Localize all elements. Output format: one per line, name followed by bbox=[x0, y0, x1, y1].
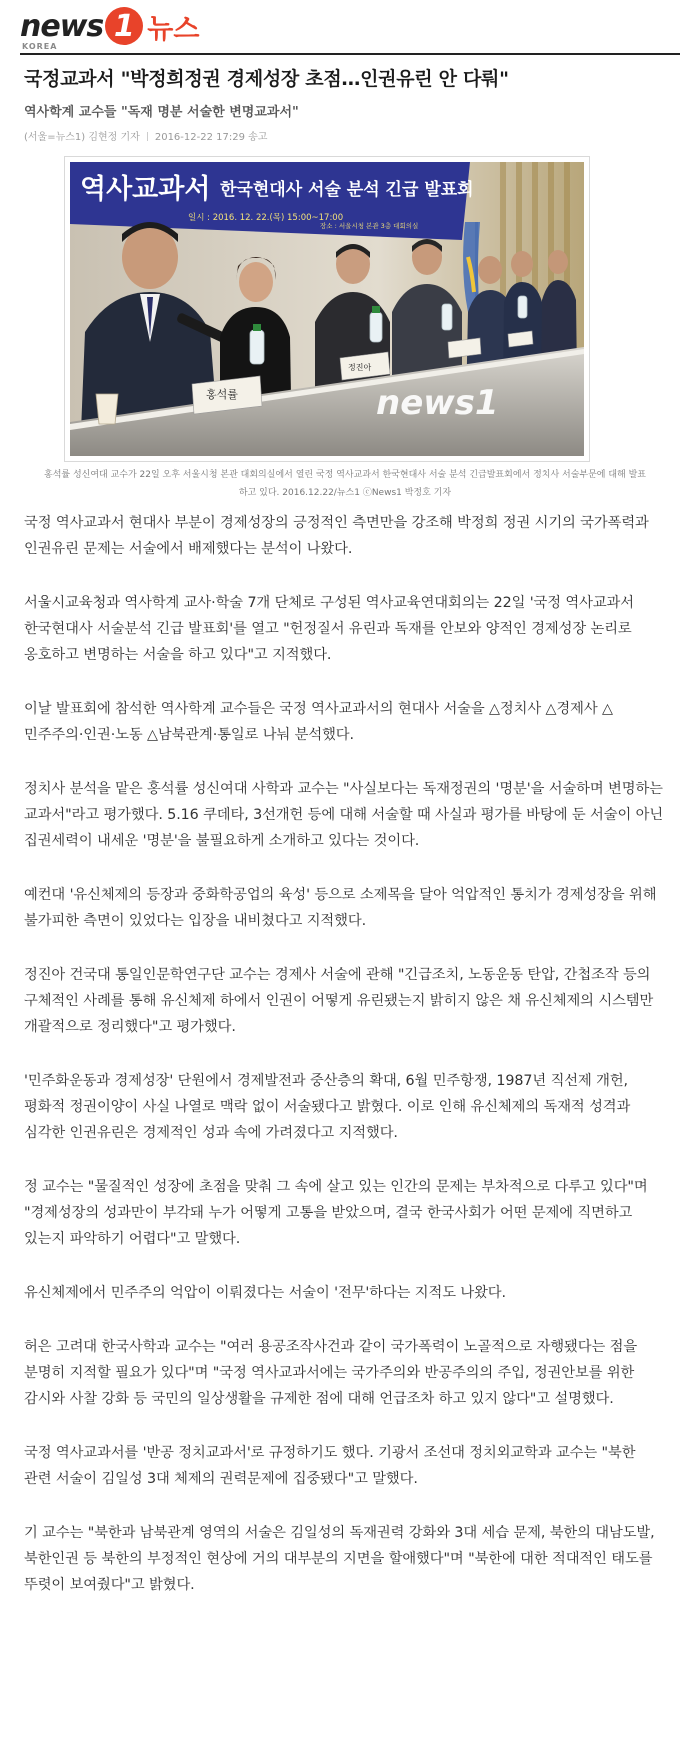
paragraph: 기 교수는 "북한과 남북관계 영역의 서술은 김일성의 독재권력 강화와 3대 세습 문제, 북한의 대남도발, 북한인권 등 북한의 부정적인 현상에 거의 대부분의 지면을 할애했다"며 "북한에 대한 적대적인 태도를 뚜렷이 보여줬다"고 밝혔다. bbox=[24, 1525, 655, 1593]
paragraph: 이날 발표회에 참석한 역사학계 교수들은 국정 역사교과서의 현대사 서술을 △정치사 △경제사 △민주주의·인권·노동 △남북관계·통일로 나눠 분석했다. bbox=[24, 701, 613, 743]
paragraph: 국정 역사교과서를 '반공 정치교과서'로 규정하기도 했다. 기광서 조선대 정치외교학과 교수는 "북한 관련 서술이 김일성 3대 체제의 권력문제에 집중됐다"고 말했다. bbox=[24, 1445, 636, 1487]
byline-separator bbox=[147, 132, 148, 141]
article-body bbox=[24, 510, 664, 1626]
banner-main-text: 역사교과서 bbox=[80, 174, 211, 205]
byline-author: (서울=뉴스1) 김현정 기자 bbox=[24, 132, 140, 143]
masthead bbox=[20, 6, 680, 54]
paragraph: 유신체제에서 민주주의 억압이 이뤄졌다는 서술이 '전무'하다는 지적도 나왔다. bbox=[24, 1285, 506, 1301]
paragraph: 서울시교육청과 역사학계 교사·학술 7개 단체로 구성된 역사교육연대회의는 22일 '국정 역사교과서 한국현대사 서술분석 긴급 발표회'를 열고 "헌정질서 유린과 독재를 안보와 양적인 경제성장 논리로 옹호하고 변명하는 서술을 하고 있다"고 지적했다. bbox=[24, 595, 634, 663]
paragraph: 정치사 분석을 맡은 홍석률 성신여대 사학과 교수는 "사실보다는 독재정권의 '명분'을 서술하며 변명하는 교과서"라고 평가했다. 5.16 쿠데타, 3선개헌 등에 대해 서술할 때 사실과 평가를 바탕에 둔 서술이 아닌 집권세력이 내세운 '명분'을 불필요하게 소개하고 있다는 것이다. bbox=[24, 781, 664, 849]
photo-watermark: news1 bbox=[376, 383, 499, 423]
logo-nyuseu-text: 뉴스 bbox=[147, 13, 200, 45]
logo-korea-text: KOREA bbox=[22, 42, 58, 51]
logo-news-text: news bbox=[20, 8, 104, 44]
article-title: 국정교과서 "박정희정권 경제성장 초점…인권유린 안 다뤄" bbox=[24, 68, 509, 90]
paragraph: 예컨대 '유신체제의 등장과 중화학공업의 육성' 등으로 소제목을 달아 억압적인 통치가 경제성장을 위해 불가피한 측면이 있었다는 입장을 내비쳤다고 지적했다. bbox=[24, 887, 657, 929]
nameplate-2-text: 정진아 bbox=[348, 363, 372, 372]
banner-place-text: 장소 : 서울시청 본관 3층 대회의실 bbox=[320, 222, 419, 230]
paragraph: 정 교수는 "물질적인 성장에 초점을 맞춰 그 속에 살고 있는 인간의 문제는 부차적으로 다루고 있다"며 "경제성장의 성과만이 부각돼 누가 어떻게 고통을 받았으며, 결국 한국사회가 어떤 문제에 직면하고 있는지 파악하기 어렵다"고 말했다. bbox=[24, 1179, 648, 1247]
paragraph: '민주화운동과 경제성장' 단원에서 경제발전과 중산층의 확대, 6월 민주항쟁, 1987년 직선제 개헌, 평화적 정권이양이 사실 나열로 맥락 없이 서술됐다고 밝혔다. 이로 인해 유신체제의 독재적 성격과 심각한 인권유린은 경제적인 성과 속에 가려졌다고 지적했다. bbox=[24, 1073, 631, 1141]
header-divider bbox=[20, 53, 680, 55]
paragraph: 국정 역사교과서 현대사 부분이 경제성장의 긍정적인 측면만을 강조해 박정희 정권 시기의 국가폭력과 인권유린 문제는 서술에서 배제했다는 분석이 나왔다. bbox=[24, 515, 649, 557]
photo-caption: 홍석률 성신여대 교수가 22일 오후 서울시청 본관 대회의실에서 열린 국정 역사교과서 한국현대사 서술 분석 긴급발표회에서 정치사 서술부문에 대해 발표하고 있다. 2016.12.22/뉴스1 ⓒNews1 박정호 기자 bbox=[44, 470, 646, 498]
nameplate-1-text: 홍석률 bbox=[206, 388, 238, 401]
logo-one-mark: 1 bbox=[105, 7, 143, 45]
news1-logo[interactable] bbox=[20, 6, 199, 46]
article-photo[interactable] bbox=[70, 162, 584, 456]
article-subtitle: 역사학계 교수들 "독재 명분 서술한 변명교과서" bbox=[24, 105, 299, 120]
paragraph: 허은 고려대 한국사학과 교수는 "여러 용공조작사건과 같이 국가폭력이 노골적으로 자행됐다는 점을 분명히 지적할 필요가 있다"며 "국정 역사교과서에는 국가주의와 반공주의의 주입, 정권안보를 위한 감시와 사찰 강화 등 국민의 일상생활을 규제한 점에 대해 언급조차 하고 있지 않다"고 설명했다. bbox=[24, 1339, 638, 1407]
banner-sub-text: 한국현대사 서술 분석 긴급 발표회 bbox=[220, 180, 474, 200]
article-photo-frame bbox=[64, 156, 590, 462]
paragraph: 정진아 건국대 통일인문학연구단 교수는 경제사 서술에 관해 "긴급조치, 노동운동 탄압, 간첩조작 등의 구체적인 사례를 통해 유신체제 하에서 인권이 어떻게 유린됐는지 밝히지 않은 채 유신체제의 시스템만 개괄적으로 정리했다"고 평가했다. bbox=[24, 967, 654, 1035]
banner-date-text: 일시 : 2016. 12. 22.(목) 15:00~17:00 bbox=[188, 213, 344, 223]
byline-date: 2016-12-22 17:29 송고 bbox=[154, 132, 268, 143]
photo-scene bbox=[70, 162, 584, 456]
byline bbox=[24, 128, 674, 143]
